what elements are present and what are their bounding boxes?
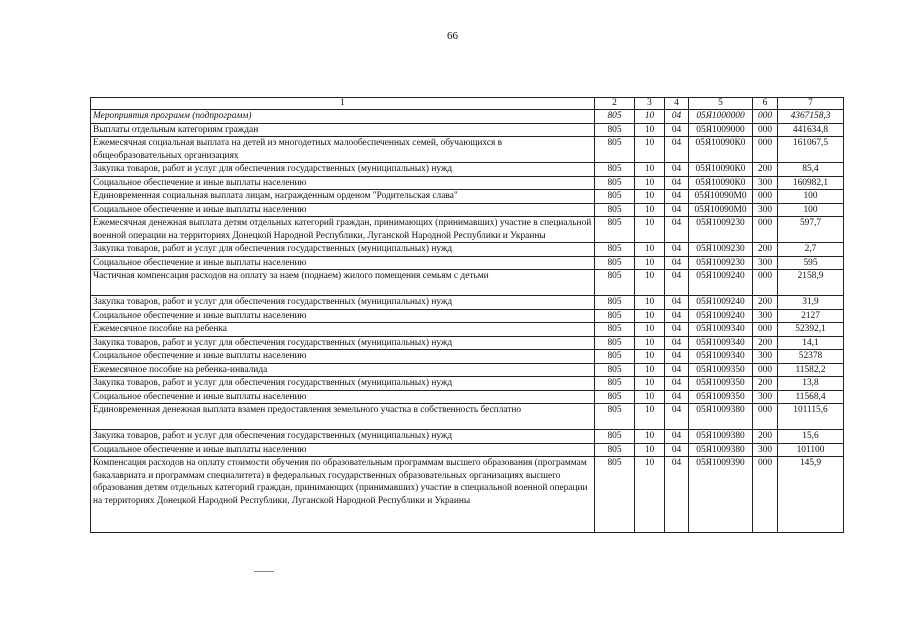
cell-c3: 10 bbox=[635, 296, 665, 310]
cell-c4: 04 bbox=[665, 443, 689, 457]
table-row bbox=[91, 243, 844, 257]
table-row bbox=[91, 296, 844, 310]
expense-name-cell: Закупка товаров, работ и услуг для обеспечения государственных (муниципальных) нужд bbox=[91, 296, 595, 310]
cell-c2: 805 bbox=[595, 123, 635, 137]
cell-c6: 000 bbox=[753, 404, 778, 430]
cell-c3: 10 bbox=[635, 123, 665, 137]
budget-table bbox=[90, 97, 844, 533]
expense-name-cell: Закупка товаров, работ и услуг для обеспечения государственных (муниципальных) нужд bbox=[91, 163, 595, 177]
cell-c2: 805 bbox=[595, 377, 635, 391]
cell-c2: 805 bbox=[595, 443, 635, 457]
cell-c6: 000 bbox=[753, 110, 778, 124]
page-number: 66 bbox=[447, 30, 458, 42]
cell-c7: 2127 bbox=[778, 309, 844, 323]
cell-c4: 04 bbox=[665, 203, 689, 217]
table-header-row bbox=[91, 98, 844, 110]
cell-c5: 05Я1009240 bbox=[689, 309, 753, 323]
expense-name-cell: Социальное обеспечение и иные выплаты населению bbox=[91, 256, 595, 270]
cell-c7: 2,7 bbox=[778, 243, 844, 257]
cell-c4: 04 bbox=[665, 296, 689, 310]
expense-name-cell: Закупка товаров, работ и услуг для обеспечения государственных (муниципальных) нужд bbox=[91, 243, 595, 257]
table-row bbox=[91, 176, 844, 190]
cell-c2: 805 bbox=[595, 190, 635, 204]
cell-c3: 10 bbox=[635, 323, 665, 337]
cell-c6: 200 bbox=[753, 296, 778, 310]
header-cell: 7 bbox=[778, 98, 844, 110]
cell-c2: 805 bbox=[595, 390, 635, 404]
cell-c6: 300 bbox=[753, 309, 778, 323]
cell-c6: 300 bbox=[753, 176, 778, 190]
table-row bbox=[91, 123, 844, 137]
cell-c4: 04 bbox=[665, 336, 689, 350]
cell-c5: 05Я1009240 bbox=[689, 270, 753, 296]
table-row bbox=[91, 336, 844, 350]
cell-c2: 805 bbox=[595, 243, 635, 257]
expense-name-cell: Социальное обеспечение и иные выплаты населению bbox=[91, 176, 595, 190]
cell-c3: 10 bbox=[635, 137, 665, 163]
cell-c4: 04 bbox=[665, 430, 689, 444]
cell-c7: 11568,4 bbox=[778, 390, 844, 404]
cell-c2: 805 bbox=[595, 323, 635, 337]
cell-c2: 805 bbox=[595, 217, 635, 243]
cell-c7: 4367158,3 bbox=[778, 110, 844, 124]
cell-c2: 805 bbox=[595, 256, 635, 270]
cell-c2: 805 bbox=[595, 163, 635, 177]
cell-c2: 805 bbox=[595, 176, 635, 190]
cell-c6: 000 bbox=[753, 137, 778, 163]
expense-name-cell: Ежемесячная денежная выплата детям отдельных категорий граждан, принимающих (принимавших) участие в специальной военной операции на территориях Донецкой Народной Республики, Луганской Народной Республики и Украины bbox=[91, 217, 595, 243]
cell-c7: 161067,5 bbox=[778, 137, 844, 163]
cell-c6: 300 bbox=[753, 256, 778, 270]
cell-c3: 10 bbox=[635, 430, 665, 444]
cell-c6: 200 bbox=[753, 430, 778, 444]
table-row bbox=[91, 363, 844, 377]
cell-c7: 2158,9 bbox=[778, 270, 844, 296]
cell-c5: 05Я1009230 bbox=[689, 217, 753, 243]
cell-c5: 05Я1009230 bbox=[689, 256, 753, 270]
cell-c3: 10 bbox=[635, 309, 665, 323]
cell-c4: 04 bbox=[665, 163, 689, 177]
cell-c2: 805 bbox=[595, 430, 635, 444]
cell-c4: 04 bbox=[665, 363, 689, 377]
cell-c6: 200 bbox=[753, 243, 778, 257]
expense-name-cell: Единовременная денежная выплата взамен предоставления земельного участка в собственность бесплатно bbox=[91, 404, 595, 430]
cell-c6: 200 bbox=[753, 163, 778, 177]
cell-c5: 05Я1009380 bbox=[689, 443, 753, 457]
cell-c2: 805 bbox=[595, 457, 635, 533]
cell-c7: 101100 bbox=[778, 443, 844, 457]
cell-c4: 04 bbox=[665, 377, 689, 391]
table-row bbox=[91, 443, 844, 457]
scan-mark bbox=[254, 571, 274, 572]
table-row bbox=[91, 323, 844, 337]
cell-c3: 10 bbox=[635, 110, 665, 124]
cell-c5: 05Я10090К0 bbox=[689, 137, 753, 163]
cell-c4: 04 bbox=[665, 390, 689, 404]
table-row bbox=[91, 190, 844, 204]
table-row bbox=[91, 163, 844, 177]
expense-name-cell: Закупка товаров, работ и услуг для обеспечения государственных (муниципальных) нужд bbox=[91, 430, 595, 444]
cell-c5: 05Я1009350 bbox=[689, 363, 753, 377]
cell-c4: 04 bbox=[665, 270, 689, 296]
cell-c7: 31,9 bbox=[778, 296, 844, 310]
header-cell: 2 bbox=[595, 98, 635, 110]
expense-name-cell: Социальное обеспечение и иные выплаты населению bbox=[91, 390, 595, 404]
cell-c4: 04 bbox=[665, 323, 689, 337]
table-row bbox=[91, 203, 844, 217]
cell-c3: 10 bbox=[635, 203, 665, 217]
cell-c4: 04 bbox=[665, 309, 689, 323]
table-row bbox=[91, 404, 844, 430]
cell-c2: 805 bbox=[595, 270, 635, 296]
cell-c3: 10 bbox=[635, 350, 665, 364]
expense-name-cell: Ежемесячное пособие на ребенка-инвалида bbox=[91, 363, 595, 377]
cell-c4: 04 bbox=[665, 190, 689, 204]
cell-c4: 04 bbox=[665, 243, 689, 257]
cell-c7: 100 bbox=[778, 203, 844, 217]
cell-c5: 05Я1009000 bbox=[689, 123, 753, 137]
cell-c5: 05Я1009390 bbox=[689, 457, 753, 533]
cell-c2: 805 bbox=[595, 203, 635, 217]
cell-c4: 04 bbox=[665, 350, 689, 364]
cell-c4: 04 bbox=[665, 457, 689, 533]
cell-c2: 805 bbox=[595, 404, 635, 430]
cell-c7: 85,4 bbox=[778, 163, 844, 177]
cell-c3: 10 bbox=[635, 457, 665, 533]
cell-c4: 04 bbox=[665, 176, 689, 190]
cell-c4: 04 bbox=[665, 217, 689, 243]
cell-c4: 04 bbox=[665, 137, 689, 163]
cell-c7: 101115,6 bbox=[778, 404, 844, 430]
cell-c6: 000 bbox=[753, 123, 778, 137]
cell-c6: 300 bbox=[753, 350, 778, 364]
cell-c6: 000 bbox=[753, 323, 778, 337]
cell-c7: 14,1 bbox=[778, 336, 844, 350]
table-row bbox=[91, 137, 844, 163]
cell-c7: 441634,8 bbox=[778, 123, 844, 137]
expense-name-cell: Социальное обеспечение и иные выплаты населению bbox=[91, 309, 595, 323]
cell-c7: 52392,1 bbox=[778, 323, 844, 337]
cell-c6: 300 bbox=[753, 203, 778, 217]
cell-c3: 10 bbox=[635, 270, 665, 296]
expense-name-cell: Компенсация расходов на оплату стоимости обучения по образовательным программам высшего образования (программам бакалавриата и программам специалитета) в федеральных государственных образовательных организациях высшего образования детям отдельных категорий граждан, принимающих (принимавших) участие в специальной военной операции на территориях Донецкой Народной Республики, Луганской Народной Республики и Украины bbox=[91, 457, 595, 533]
cell-c5: 05Я1009340 bbox=[689, 336, 753, 350]
table-row bbox=[91, 377, 844, 391]
cell-c3: 10 bbox=[635, 163, 665, 177]
cell-c5: 05Я10090К0 bbox=[689, 163, 753, 177]
cell-c2: 805 bbox=[595, 363, 635, 377]
cell-c7: 11582,2 bbox=[778, 363, 844, 377]
cell-c5: 05Я10090М0 bbox=[689, 203, 753, 217]
cell-c7: 15,6 bbox=[778, 430, 844, 444]
cell-c5: 05Я10090К0 bbox=[689, 176, 753, 190]
header-cell: 5 bbox=[689, 98, 753, 110]
cell-c3: 10 bbox=[635, 390, 665, 404]
header-cell: 1 bbox=[91, 98, 595, 110]
expense-name-cell: Социальное обеспечение и иные выплаты населению bbox=[91, 350, 595, 364]
cell-c4: 04 bbox=[665, 123, 689, 137]
cell-c3: 10 bbox=[635, 243, 665, 257]
table-row bbox=[91, 457, 844, 533]
table-row bbox=[91, 217, 844, 243]
cell-c2: 805 bbox=[595, 309, 635, 323]
cell-c5: 05Я1009350 bbox=[689, 377, 753, 391]
cell-c3: 10 bbox=[635, 190, 665, 204]
cell-c2: 805 bbox=[595, 110, 635, 124]
cell-c5: 05Я1000000 bbox=[689, 110, 753, 124]
cell-c3: 10 bbox=[635, 336, 665, 350]
cell-c4: 04 bbox=[665, 404, 689, 430]
cell-c7: 145,9 bbox=[778, 457, 844, 533]
table-row bbox=[91, 350, 844, 364]
cell-c6: 000 bbox=[753, 363, 778, 377]
cell-c6: 300 bbox=[753, 390, 778, 404]
cell-c5: 05Я1009380 bbox=[689, 404, 753, 430]
header-cell: 4 bbox=[665, 98, 689, 110]
expense-name-cell: Частичная компенсация расходов на оплату за наем (поднаем) жилого помещения семьям с детьми bbox=[91, 270, 595, 296]
cell-c3: 10 bbox=[635, 176, 665, 190]
expense-name-cell: Мероприятия программ (подпрограмм) bbox=[91, 110, 595, 124]
cell-c4: 04 bbox=[665, 110, 689, 124]
table-row bbox=[91, 270, 844, 296]
cell-c5: 05Я10090М0 bbox=[689, 190, 753, 204]
cell-c7: 13,8 bbox=[778, 377, 844, 391]
expense-name-cell: Ежемесячное пособие на ребенка bbox=[91, 323, 595, 337]
cell-c6: 000 bbox=[753, 217, 778, 243]
cell-c7: 100 bbox=[778, 190, 844, 204]
expense-name-cell: Закупка товаров, работ и услуг для обеспечения государственных (муниципальных) нужд bbox=[91, 336, 595, 350]
cell-c7: 595 bbox=[778, 256, 844, 270]
cell-c5: 05Я1009240 bbox=[689, 296, 753, 310]
cell-c7: 160982,1 bbox=[778, 176, 844, 190]
cell-c7: 52378 bbox=[778, 350, 844, 364]
expense-name-cell: Ежемесячная социальная выплата на детей из многодетных малообеспеченных семей, обучающихся в общеобразовательных организациях bbox=[91, 137, 595, 163]
cell-c6: 200 bbox=[753, 377, 778, 391]
header-cell: 3 bbox=[635, 98, 665, 110]
expense-name-cell: Единовременная социальная выплата лицам, награжденным орденом "Родительская слава" bbox=[91, 190, 595, 204]
cell-c6: 300 bbox=[753, 443, 778, 457]
cell-c4: 04 bbox=[665, 256, 689, 270]
cell-c2: 805 bbox=[595, 137, 635, 163]
cell-c3: 10 bbox=[635, 377, 665, 391]
expense-name-cell: Социальное обеспечение и иные выплаты населению bbox=[91, 443, 595, 457]
cell-c6: 000 bbox=[753, 457, 778, 533]
cell-c3: 10 bbox=[635, 363, 665, 377]
header-cell: 6 bbox=[753, 98, 778, 110]
cell-c5: 05Я1009350 bbox=[689, 390, 753, 404]
table-row bbox=[91, 309, 844, 323]
cell-c2: 805 bbox=[595, 296, 635, 310]
cell-c2: 805 bbox=[595, 336, 635, 350]
cell-c6: 000 bbox=[753, 190, 778, 204]
expense-name-cell: Социальное обеспечение и иные выплаты населению bbox=[91, 203, 595, 217]
table-row bbox=[91, 110, 844, 124]
cell-c3: 10 bbox=[635, 217, 665, 243]
cell-c3: 10 bbox=[635, 443, 665, 457]
cell-c5: 05Я1009340 bbox=[689, 323, 753, 337]
cell-c5: 05Я1009340 bbox=[689, 350, 753, 364]
table-row bbox=[91, 390, 844, 404]
table-row bbox=[91, 256, 844, 270]
cell-c7: 597,7 bbox=[778, 217, 844, 243]
cell-c3: 10 bbox=[635, 404, 665, 430]
cell-c5: 05Я1009380 bbox=[689, 430, 753, 444]
expense-name-cell: Закупка товаров, работ и услуг для обеспечения государственных (муниципальных) нужд bbox=[91, 377, 595, 391]
cell-c6: 000 bbox=[753, 270, 778, 296]
cell-c3: 10 bbox=[635, 256, 665, 270]
table-row bbox=[91, 430, 844, 444]
cell-c6: 200 bbox=[753, 336, 778, 350]
cell-c2: 805 bbox=[595, 350, 635, 364]
expense-name-cell: Выплаты отдельным категориям граждан bbox=[91, 123, 595, 137]
cell-c5: 05Я1009230 bbox=[689, 243, 753, 257]
